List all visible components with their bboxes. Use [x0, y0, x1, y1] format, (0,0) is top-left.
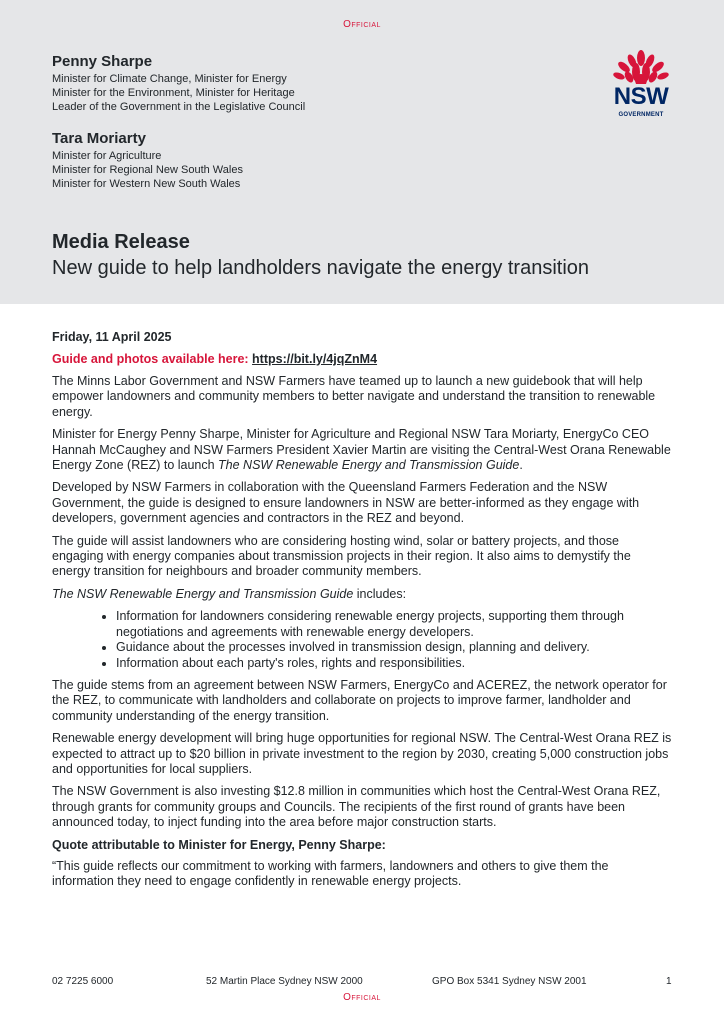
logo-subtext: GOVERNMENT: [618, 112, 664, 118]
minister-role: Leader of the Government in the Legislative Council: [52, 101, 306, 113]
header-banner: [0, 0, 724, 304]
minister-name: Penny Sharpe: [52, 53, 153, 70]
paragraph: [52, 427, 672, 473]
paragraph: The NSW Government is also investing $12.8 million in communities which host the Central-West Orana REZ, through grants for community groups and Councils. The recipients of the first round of grants have been announced today, to inject funding into the area before major construction starts.: [52, 784, 661, 830]
minister-block-moriarty: [52, 130, 243, 191]
minister-name: Tara Moriarty: [52, 130, 146, 147]
guide-link[interactable]: https://bit.ly/4jqZnM4: [252, 352, 378, 366]
guide-availability: [52, 352, 672, 366]
footer-phone: 02 7225 6000: [52, 976, 114, 987]
paragraph: The Minns Labor Government and NSW Farmers have teamed up to launch a new guidebook that will help empower landowners and community members to better navigate and understand the transition to renewable energy.: [52, 374, 656, 419]
footer-po-box: GPO Box 5341 Sydney NSW 2001: [432, 976, 587, 987]
list-item: • Guidance about the processes involved in transmission design, planning and delivery.: [116, 640, 672, 655]
waratah-icon: [606, 50, 676, 86]
nsw-government-logo: [606, 50, 676, 124]
release-body: [52, 330, 672, 896]
release-date: Friday, 11 April 2025: [52, 330, 172, 344]
minister-role: Minister for Western New South Wales: [52, 178, 241, 190]
list-item: • Information for landowners considering renewable energy projects, supporting them through negotiations and agreements with renewable energy developers.: [116, 609, 672, 640]
logo-text: NSW: [613, 83, 669, 110]
paragraph: Renewable energy development will bring huge opportunities for regional NSW. The Central-West Orana REZ is expected to attract up to $20 billion in private investment to the region by 2030, creating 5,000 construction jobs and opportunities for local suppliers.: [52, 731, 672, 776]
page-title: New guide to help landholders navigate the energy transition: [52, 257, 590, 279]
release-type: Media Release: [52, 231, 190, 253]
paragraph: The guide will assist landowners who are considering hosting wind, solar or battery projects, and those engaging with energy companies about transmission projects in their region. It also aims to demystify the energy transition for neighbours and broader community members.: [52, 533, 631, 579]
paragraph: The guide stems from an agreement between NSW Farmers, EnergyCo and ACEREZ, the network operator for the REZ, to communicate with landholders and collaborate on projects to improve farmer, landholder and community understanding of the energy transition.: [52, 677, 667, 723]
paragraph-text: Minister for Energy Penny Sharpe, Minister for Agriculture and Regional NSW Tara Moriarty, EnergyCo CEO Hannah McCaughey and NSW Farmers President Xavier Martin are visiting the Central-West Orana Renewable Energy Zone (REZ) to launch: [52, 427, 671, 473]
minister-role: Minister for Agriculture: [52, 150, 162, 162]
classification-label-top: Official: [343, 19, 381, 30]
paragraph-text: includes:: [353, 586, 407, 601]
minister-block-sharpe: [52, 53, 305, 114]
paragraph: Developed by NSW Farmers in collaboration with the Queensland Farmers Federation and the NSW Government, the guide is designed to ensure landowners in NSW are better-informed as they engage with developers, government agencies and contractors in the REZ and beyond.: [52, 480, 640, 526]
quote-text: “This guide reflects our commitment to working with farmers, landowners and others to give them the information they need to engage confidently in renewable energy projects.: [52, 858, 609, 888]
list-item: • Information about each party's roles, rights and responsibilities.: [116, 656, 672, 671]
bullet-list: [52, 609, 672, 671]
minister-role: Minister for the Environment, Minister for Heritage: [52, 87, 295, 99]
quote-heading: Quote attributable to Minister for Energy, Penny Sharpe:: [52, 837, 386, 852]
minister-role: Minister for Climate Change, Minister for Energy: [52, 73, 287, 85]
classification-label-bottom: Official: [343, 992, 381, 1003]
page-number: 1: [666, 976, 672, 987]
guide-title: The NSW Renewable Energy and Transmission Guide: [52, 586, 354, 601]
minister-role: Minister for Regional New South Wales: [52, 164, 243, 176]
paragraph: [52, 587, 672, 602]
paragraph-end: .: [519, 458, 523, 473]
guide-title: The NSW Renewable Energy and Transmission Guide: [218, 458, 520, 473]
footer-address: 52 Martin Place Sydney NSW 2000: [206, 976, 363, 987]
guide-label: Guide and photos available here:: [52, 352, 253, 366]
